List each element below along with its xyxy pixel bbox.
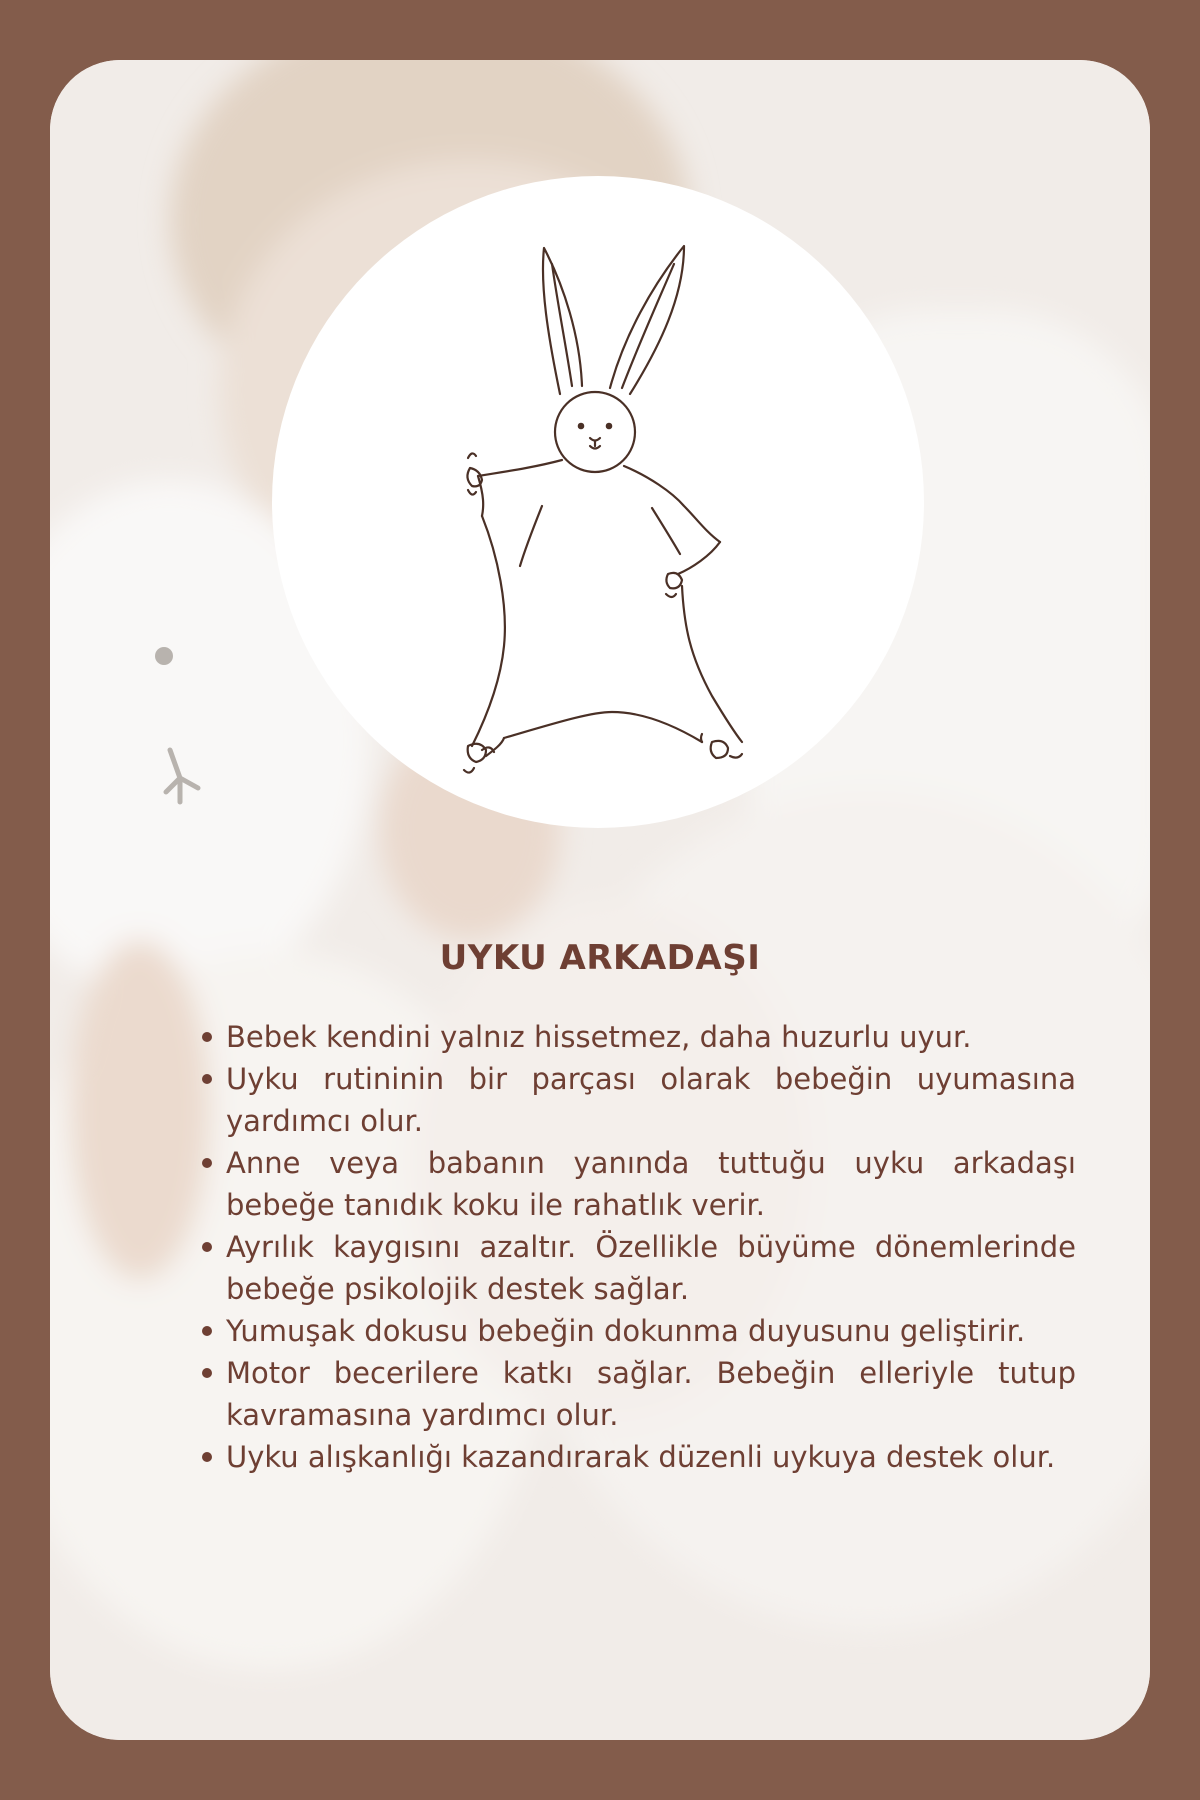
list-item-text: Uyku rutininin bir parçası olarak bebeğin uyumasına yardımcı olur.	[226, 1062, 1076, 1138]
bullet-icon	[202, 1452, 212, 1462]
list-item	[196, 1436, 1076, 1478]
list-item-text: Ayrılık kaygısını azaltır. Özellikle büyüme dönemlerinde bebeğe psikolojik destek sağlar.	[226, 1230, 1076, 1306]
list-item	[196, 1310, 1076, 1352]
list-item	[196, 1352, 1076, 1436]
bullet-icon	[202, 1368, 212, 1378]
benefits-list	[196, 1016, 1076, 1478]
bullet-icon	[202, 1032, 212, 1042]
list-item-text: Uyku alışkanlığı kazandırarak düzenli uykuya destek olur.	[226, 1440, 1056, 1474]
info-card	[50, 60, 1150, 1740]
bullet-icon	[202, 1242, 212, 1252]
list-item	[196, 1016, 1076, 1058]
list-item-text: Yumuşak dokusu bebeğin dokunma duyusunu geliştirir.	[226, 1314, 1026, 1348]
list-item-text: Motor becerilere katkı sağlar. Bebeğin elleriyle tutup kavramasına yardımcı olur.	[226, 1356, 1076, 1432]
list-item-text: Anne veya babanın yanında tuttuğu uyku arkadaşı bebeğe tanıdık koku ile rahatlık verir.	[226, 1146, 1076, 1222]
bullet-icon	[202, 1158, 212, 1168]
page-title: UYKU ARKADAŞI	[439, 938, 761, 978]
list-item	[196, 1058, 1076, 1142]
list-item-text: Bebek kendini yalnız hissetmez, daha huzurlu uyur.	[226, 1020, 972, 1054]
bullet-icon	[202, 1074, 212, 1084]
list-item	[196, 1226, 1076, 1310]
illustration-circle	[272, 176, 924, 828]
bullet-icon	[202, 1326, 212, 1336]
bunny-comforter-icon	[272, 176, 924, 828]
list-item	[196, 1142, 1076, 1226]
